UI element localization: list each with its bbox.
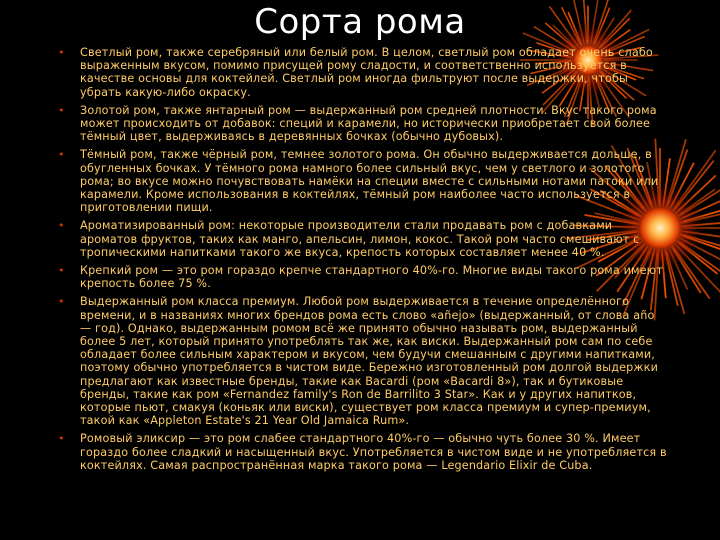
list-item-text: Тёмный ром, также чёрный ром, темнее золотого рома. Он обычно выдерживается дольше, в обугленных бочках. У тёмного рома намного более сильный вкус, чем у светлого и золотого рома; во вкусе можно почувствовать намёки на специи вместе с сильными нотами патоки или карамели. Кроме использования в коктейлях, тёмный ром наиболее часто используется в приготовлении пищи. [80,148,659,215]
bullet-marker: • [58,219,65,233]
list-item [58,264,668,290]
list-item [58,295,668,427]
list-item [58,46,668,99]
bullet-marker: • [58,432,65,446]
list-item [58,432,668,472]
bullet-list [58,46,668,477]
bullet-marker: • [58,295,65,309]
list-item-text: Выдержанный ром класса премиум. Любой ром выдерживается в течение определённого времени, и в названиях многих брендов рома есть слово «añejo» (выдержанный, от слова año — год). Однако, выдержанным ромом всё же принято обычно называть ром, выдержанный более 5 лет, который принято употреблять так же, как виски. Выдержанный ром сам по себе обладает более сильным характером и вкусом, чем будучи смешанным с другими напитками, поэтому обычно употребляется в чистом виде. Бережно изготовленный ром долгой выдержки предлагают как известные бренды, такие как Bacardi (ром «Bacardi 8»), так и бутиковые бренды, такие как ром «Fernandez family's Ron de Barrilito 3 Star». Как и у других напитков, которые пьют, смакуя (коньяк или виски), существует ром класса премиум и супер-премиум, такой как «Appleton Estate's 21 Year Old Jamaica Rum». [80,295,658,428]
list-item-text: Крепкий ром — это ром гораздо крепче стандартного 40%-го. Многие виды такого рома имеют крепость более 75 %. [80,264,663,291]
bullet-marker: • [58,46,65,59]
list-item-text: Ромовый эликсир — это ром слабее стандартного 40%-го — обычно чуть более 30 %. Имеет гораздо более сладкий и насыщенный вкус. Употребляется в чистом виде и не употребляется в коктейлях. Самая распространённая марка такого рома — Legendario Elixir de Cuba. [80,432,667,472]
list-item [58,104,668,144]
slide-title: Сорта рома [254,2,466,42]
list-item-text: Золотой ром, также янтарный ром — выдержанный ром средней плотности. Вкус такого рома может происходить от добавок: специй и карамели, но исторически приобретает свой более тёмный цвет, выдерживаясь в деревянных бочках (обычно дубовых). [80,103,657,144]
list-item [58,148,668,214]
list-item-text: Ароматизированный ром: некоторые производители стали продавать ром с добавками ароматов фруктов, таких как манго, апельсин, лимон, кокос. Такой ром часто смешивают с тропическими напитками такого же вкуса, крепость которых составляет менее 40 %. [80,219,640,259]
list-item-text: Светлый ром, также серебряный или белый ром. В целом, светлый ром обладает очень слабо выраженным вкусом, помимо присущей рому сладости, и соответственно используется в качестве основы для коктейлей. Светлый ром иногда фильтруют после выдержки, чтобы убрать какую-либо окраску. [80,46,653,99]
bullet-marker: • [58,264,65,278]
bullet-marker: • [58,103,65,117]
list-item [58,219,668,259]
bullet-marker: • [58,148,65,162]
